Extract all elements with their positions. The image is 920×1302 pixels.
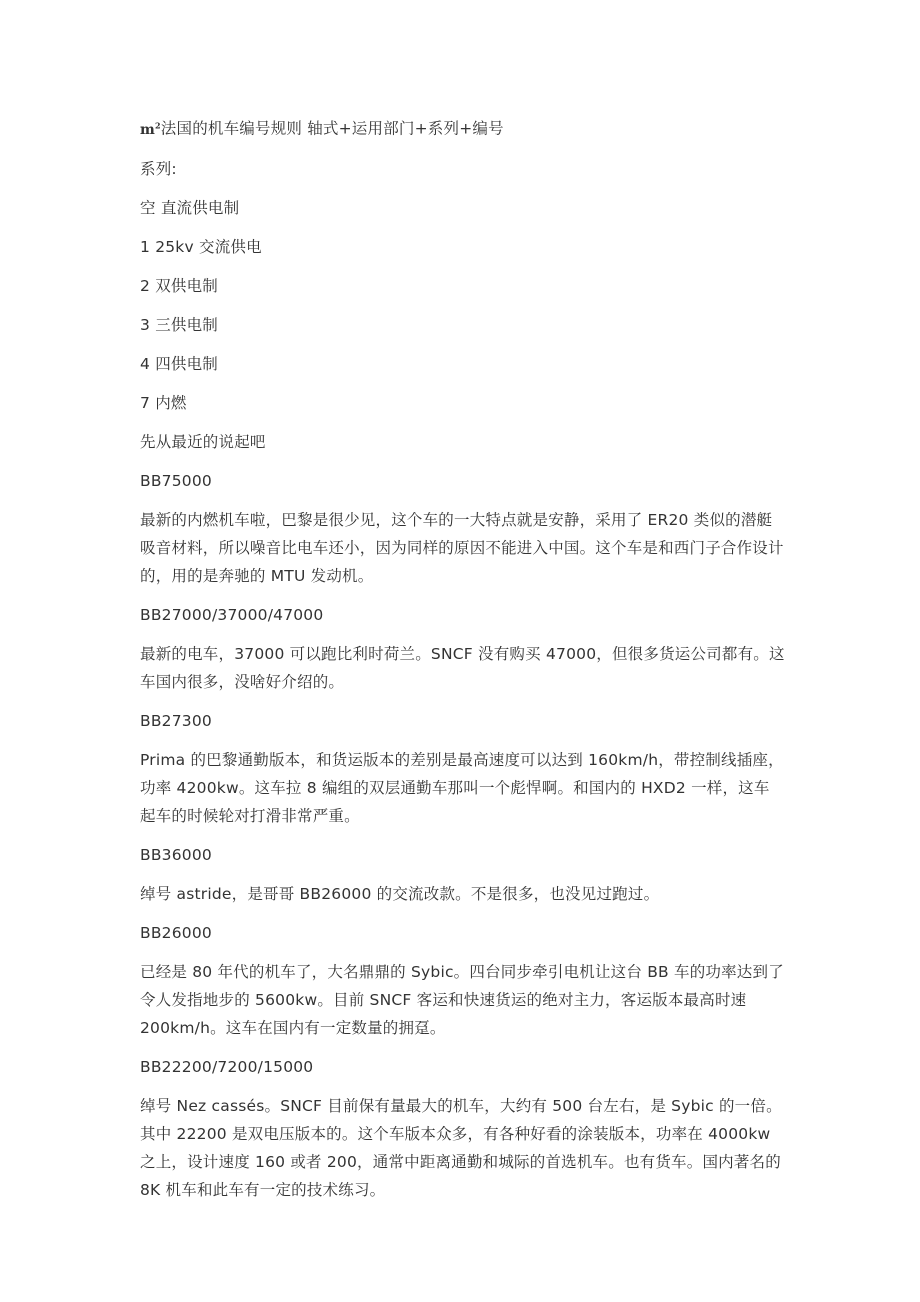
series-label: 系列: — [140, 159, 177, 178]
document-body — [140, 111, 785, 1215]
section-body: 已经是 80 年代的机车了，大名鼎鼎的 Sybic。四台同步牵引电机让这台 BB 车的功率达到了令人发指地步的 5600kw。目前 SNCF 客运和快速货运的绝对主力，客运版本最高时速 200km/h。这车在国内有一定数量的拥趸。 — [140, 962, 784, 1037]
section-body: 绰号 Nez cassés。SNCF 目前保有量最大的机车，大约有 500 台左右，是 Sybic 的一倍。其中 22200 是双电压版本的。这个车版本众多，有各种好看的涂装版本，功率在 4000kw 之上，设计速度 160 或者 200，通常中距离通勤和城际的首选机车。也有货车。国内著名的 8K 机车和此车有一定的技术练习。 — [140, 1096, 782, 1199]
series-item: 1 25kv 交流供电 — [140, 237, 262, 256]
series-item: 空 直流供电制 — [140, 198, 240, 217]
section-body: 最新的电车，37000 可以跑比利时荷兰。SNCF 没有购买 47000，但很多货运公司都有。这车国内很多，没啥好介绍的。 — [140, 644, 785, 691]
section-body: 绰号 astride，是哥哥 BB26000 的交流改款。不是很多，也没见过跑过。 — [140, 884, 660, 903]
section-body: 最新的内燃机车啦，巴黎是很少见，这个车的一大特点就是安静，采用了 ER20 类似的潜艇吸音材料，所以噪音比电车还小，因为同样的原因不能进入中国。这个车是和西门子合作设计的，用的是奔驰的 MTU 发动机。 — [140, 510, 784, 585]
series-item: 4 四供电制 — [140, 354, 218, 373]
series-item: 3 三供电制 — [140, 315, 218, 334]
series-item: 7 内燃 — [140, 393, 187, 412]
doc-title — [140, 111, 785, 144]
section-heading: BB22200/7200/15000 — [140, 1057, 314, 1076]
section-heading: BB27300 — [140, 711, 212, 730]
title-mark: $m^2$ — [140, 120, 161, 138]
section-heading: BB27000/37000/47000 — [140, 605, 324, 624]
section-body: Prima 的巴黎通勤版本，和货运版本的差别是最高速度可以达到 160km/h，带控制线插座，功率 4200kw。这车拉 8 编组的双层通勤车那叫一个彪悍啊。和国内的 HXD2 一样，这车起车的时候轮对打滑非常严重。 — [140, 750, 784, 825]
intro-text: 先从最近的说起吧 — [140, 432, 266, 451]
title-text: 法国的机车编号规则 轴式+运用部门+系列+编号 — [160, 119, 504, 138]
section-heading: BB75000 — [140, 471, 212, 490]
section-heading: BB36000 — [140, 845, 212, 864]
series-item: 2 双供电制 — [140, 276, 218, 295]
section-heading: BB26000 — [140, 923, 212, 942]
